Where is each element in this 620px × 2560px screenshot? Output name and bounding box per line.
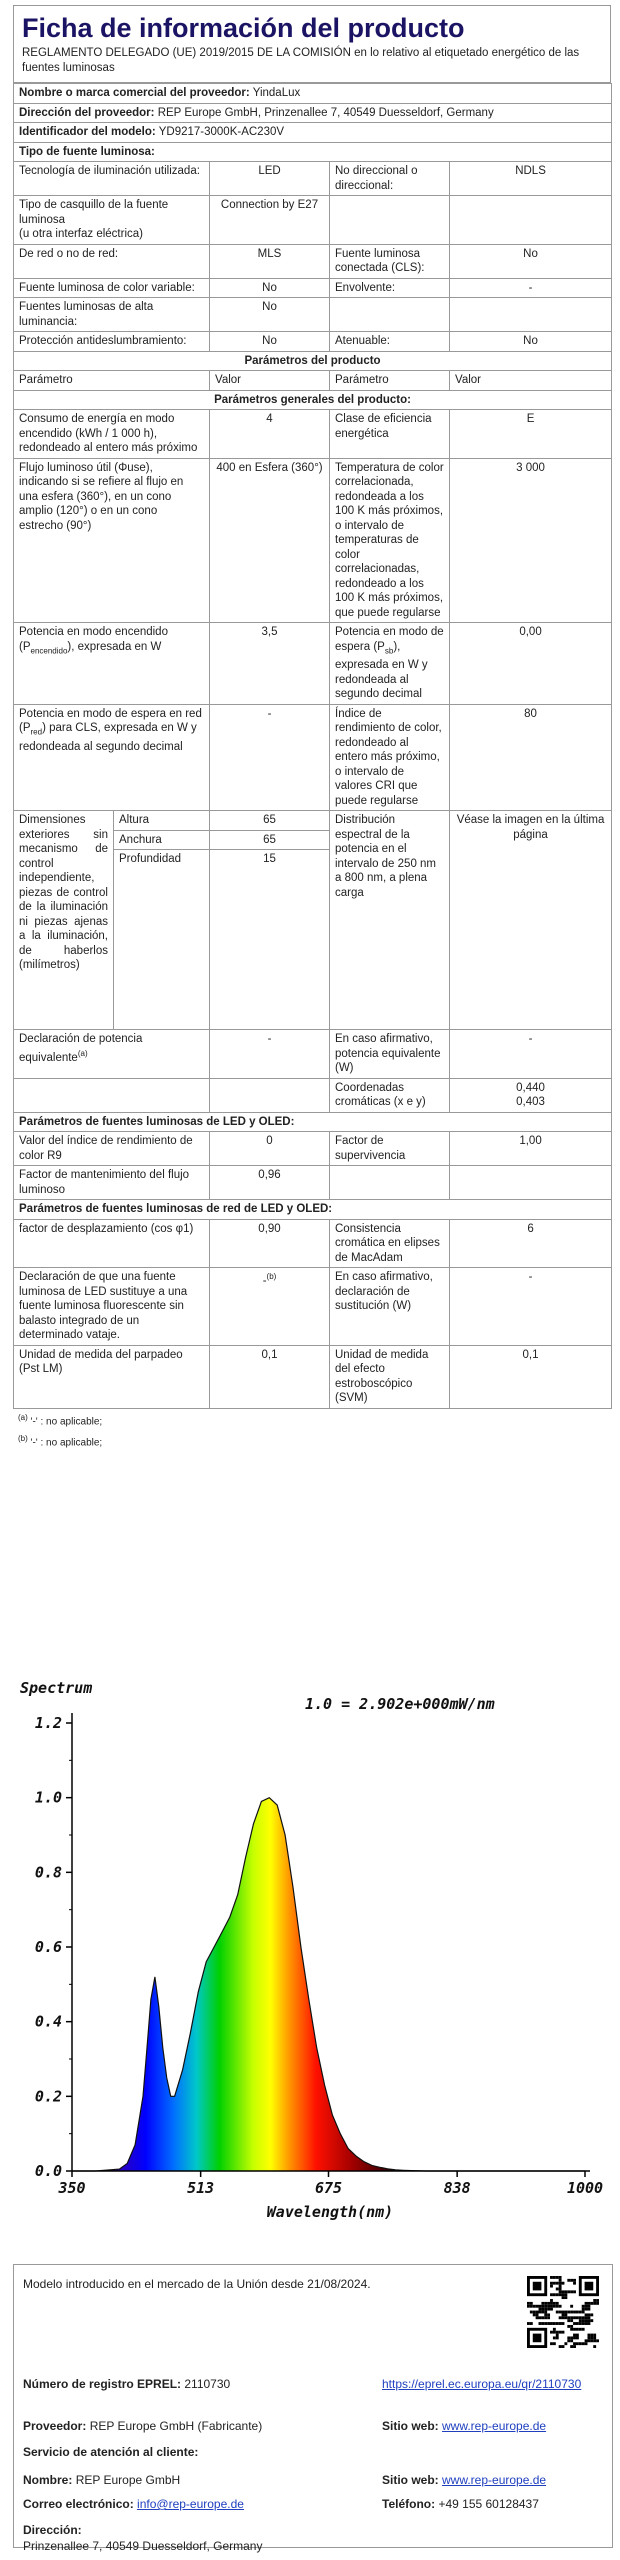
table-row: Declaración de potencia equivalente$^{(a)}$ - En caso afirmativo, potencia equivalente (W) -: [14, 1030, 612, 1079]
eprel-link[interactable]: https://eprel.ec.europa.eu/qr/2110730: [382, 2377, 582, 2391]
footnote: $^{(b)}$ '-' : no aplicable;: [18, 1434, 103, 1449]
table-row: Potencia en modo encendido $(P_{encendido})$, expresada en W 3,5 Potencia en modo de espera $(P_{sb})$, expresada en W y redondeada al segundo decimal 0,00: [14, 623, 612, 705]
product-params-heading: Parámetros del producto: [14, 351, 612, 371]
plot-area: [35, 1713, 603, 2197]
column-header-row: Parámetro Valor Parámetro Valor: [14, 371, 612, 391]
dimensions-label: Dimensiones exteriores sin mecanismo de control independiente, piezas de control de la iluminación ni piezas ajenas a la iluminación, de haberlos (milímetros): [14, 811, 114, 1030]
table-row: De red o no de red: MLS Fuente luminosa conectada (CLS): No: [14, 244, 612, 278]
table-row: Declaración de que una fuente luminosa de LED sustituye a una fuente luminosa fluorescente sin balasto integrado de un determinado vataje. -$^{(b)}$ En caso afirmativo, declaración de sustitución (W) -: [14, 1268, 612, 1346]
spectrum-chart: [0, 1665, 620, 2225]
table-row: Potencia en modo de espera en red $(P_{red})$ para CLS, expresada en W y redondeada al segundo decimal - Índice de rendimiento de color, redondeado al entero más próximo, o intervalo de valores CRI que puede regularse 80: [14, 704, 612, 811]
y-tick-label: 0.0: [34, 2162, 62, 2180]
regulation-text: REGLAMENTO DELEGADO (UE) 2019/2015 DE LA COMISIÓN en lo relativo al etiquetado energético de las fuentes luminosas: [13, 46, 611, 83]
table-row: Tipo de casquillo de la fuente luminosa (u otra interfaz eléctrica) Connection by E27: [14, 196, 612, 245]
led-params-heading: Parámetros de fuentes luminosas de LED y OLED:: [14, 1112, 612, 1132]
supplier-address-row: Dirección del proveedor: REP Europe GmbH, Prinzenallee 7, 40549 Duesseldorf, Germany: [14, 103, 612, 123]
dimensions-row: Profundidad 15: [14, 850, 612, 1030]
table-row: Consumo de energía en modo encendido (kWh / 1 000 h), redondeado al entero más próximo 4 Clase de eficiencia energética E: [14, 410, 612, 459]
supplier-address-value: REP Europe GmbH, Prinzenallee 7, 40549 Duesseldorf, Germany: [157, 106, 494, 119]
eprel-number: 2110730: [184, 2377, 231, 2391]
spectrum-area: [72, 1798, 585, 2171]
service-website-link[interactable]: www.rep-europe.de: [442, 2473, 547, 2487]
chart-title: Spectrum: [20, 1679, 93, 1697]
x-tick-label: 838: [443, 2179, 471, 2197]
email-link[interactable]: info@rep-europe.de: [137, 2497, 244, 2511]
y-tick-label: 0.4: [34, 2012, 62, 2031]
introduced-text: Modelo introducido en el mercado de la Unión desde 21/08/2024.: [23, 2277, 371, 2291]
footnote: $^{(a)}$ '-' : no aplicable;: [18, 1412, 103, 1428]
x-tick-label: 513: [187, 2179, 215, 2197]
table-row: Fuente luminosa de color variable: No Envolvente: -: [14, 278, 612, 298]
dimensions-row: Anchura 65: [14, 830, 612, 850]
info-table: [13, 83, 612, 1409]
table-row: Valor del índice de rendimiento de color R9 0 Factor de supervivencia 1,00: [14, 1132, 612, 1166]
y-tick-label: 1.0: [34, 1788, 62, 1807]
address-label: Dirección:: [23, 2523, 82, 2537]
product-info-sheet: [13, 5, 611, 1451]
supplier-mark-row: Nombre o marca comercial del proveedor: YindaLux: [14, 84, 612, 104]
chart-annotation: 1.0 = 2.902e+000mW/nm: [305, 1695, 495, 1713]
bottom-info-box: Modelo introducido en el mercado de la Unión desde 21/08/2024. Número de registro EPREL: 2110730 https://eprel.ec.europa.eu/qr/2110730 Proveedor: REP Europe GmbH (Fabricante) Sitio web: www.rep-europe.de Servicio de atención al cliente: Nombre: REP Europe GmbH Sitio web: www.rep-europe.de Correo electrónico: info@rep-europe.de Teléfono: +49 155 60128437 Dirección: Prinzenallee 7, 40549 Duesseldorf, Germany: [13, 2264, 613, 2548]
dimensions-row: Dimensiones exteriores sin mecanismo de control independiente, piezas de control de la iluminación ni piezas ajenas a la iluminación, de haberlos (milímetros) Altura 65 Distribución espectral de la potencia en el intervalo de 250 nm a 800 nm, a plena carga Véase la imagen en la última página: [14, 811, 612, 831]
y-tick-label: 1.2: [34, 1714, 62, 1732]
address-value: Prinzenallee 7, 40549 Duesseldorf, Germany: [23, 2539, 263, 2553]
table-row: Factor de mantenimiento del flujo luminoso 0,96: [14, 1166, 612, 1200]
y-tick-label: 0.6: [34, 1938, 62, 1956]
table-row: Protección antideslumbramiento: No Atenuable: No: [14, 332, 612, 352]
model-id-row: Identificador del modelo: YD9217-3000K-AC230V: [14, 123, 612, 143]
x-axis-label: Wavelength(nm): [266, 2203, 394, 2221]
table-row: Flujo luminoso útil (Φuse), indicando si se refiere al flujo en una esfera (360°), en un cono amplio (120°) o en un cono estrecho (90°) 400 en Esfera (360°) Temperatura de color correlacionada, redondeada a los 100 K más próximos, o intervalo de temperaturas de color correlacionadas, redondeado a los 100 K más próximos, que puede regularse 3 000: [14, 458, 612, 623]
supplier-website-link[interactable]: www.rep-europe.de: [442, 2419, 547, 2433]
model-id-value: YD9217-3000K-AC230V: [158, 126, 285, 138]
supplier-mark-value: YindaLux: [252, 87, 301, 99]
y-tick-label: 0.8: [34, 1863, 62, 1882]
table-row: factor de desplazamiento (cos φ1) 0,90 Consistencia cromática en elipses de MacAdam 6: [14, 1219, 612, 1268]
y-tick-label: 0.2: [34, 2087, 62, 2106]
table-row: Tecnología de iluminación utilizada: LED No direccional o direccional: NDLS: [14, 162, 612, 196]
table-row: Unidad de medida del parpadeo (Pst LM) 0,1 Unidad de medida del efecto estroboscópico (SVM) 0,1: [14, 1345, 612, 1408]
table-row: Coordenadas cromáticas (x e y) 0,440 0,403: [14, 1078, 612, 1112]
x-tick-label: 1000: [566, 2179, 604, 2197]
page-title: Ficha de información del producto: [13, 5, 611, 46]
mains-params-heading: Parámetros de fuentes luminosas de red de LED y OLED:: [14, 1200, 612, 1220]
qr-code-icon: [527, 2276, 599, 2348]
x-tick-label: 675: [314, 2179, 343, 2197]
source-type-heading: Tipo de fuente luminosa:: [14, 142, 612, 162]
table-row: Fuentes luminosas de alta luminancia: No: [14, 298, 612, 332]
x-tick-label: 350: [58, 2179, 86, 2197]
general-params-heading: Parámetros generales del producto:: [14, 390, 612, 410]
supplier-name: REP Europe GmbH (Fabricante): [89, 2419, 263, 2433]
phone-number: +49 155 60128437: [438, 2497, 539, 2511]
service-heading: Servicio de atención al cliente:: [23, 2445, 199, 2459]
service-name: REP Europe GmbH: [75, 2473, 181, 2487]
